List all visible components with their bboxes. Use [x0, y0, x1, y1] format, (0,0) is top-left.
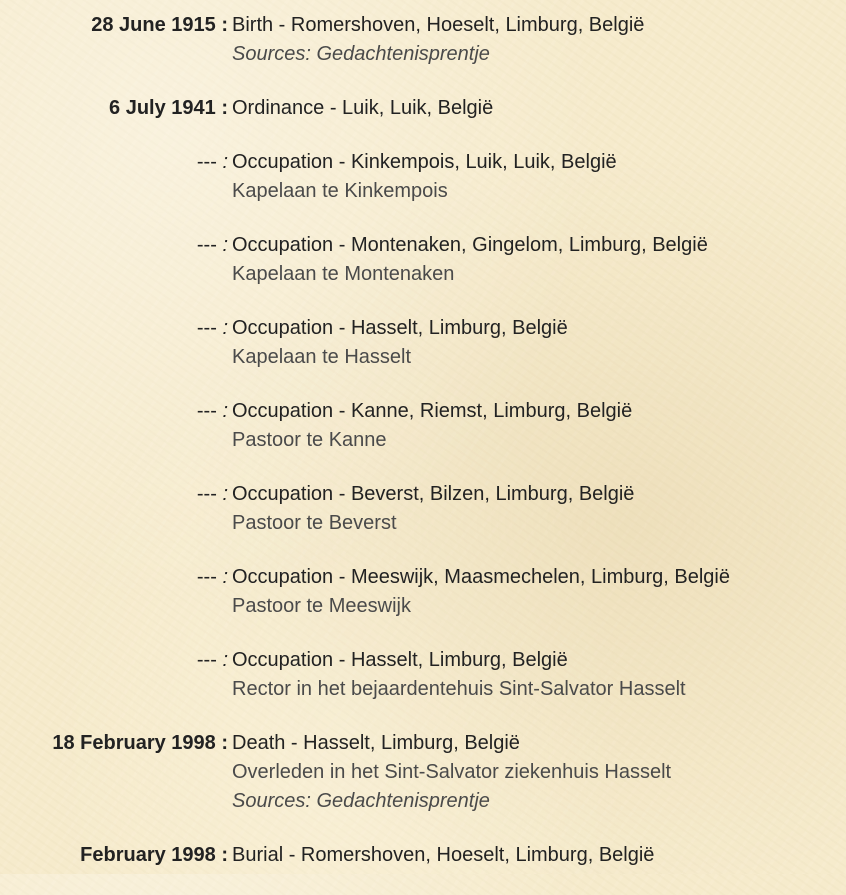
event-note: Kapelaan te Montenaken — [232, 263, 455, 285]
event-date-text: 6 July 1941 — [109, 97, 216, 119]
event-occupation — [0, 148, 846, 206]
event-description: Occupation - Kinkempois, Luik, Luik, België — [232, 151, 617, 173]
event-date — [0, 11, 228, 69]
event-date-separator: : — [222, 234, 228, 256]
event-occupation — [0, 314, 846, 372]
event-death — [0, 729, 846, 816]
event-details — [228, 11, 846, 69]
event-date — [0, 231, 228, 289]
event-note: Kapelaan te Hasselt — [232, 346, 412, 368]
event-burial — [0, 841, 846, 870]
event-date — [0, 480, 228, 538]
event-description: Occupation - Kanne, Riemst, Limburg, België — [232, 400, 633, 422]
event-date-text: --- — [196, 234, 223, 256]
event-date — [0, 314, 228, 372]
event-date-separator: : — [215, 97, 228, 119]
event-details — [228, 94, 846, 123]
event-description: Ordinance - Luik, Luik, België — [232, 97, 494, 119]
event-date-separator: : — [215, 844, 228, 866]
event-date-separator: : — [215, 14, 228, 36]
event-ordinance — [0, 94, 846, 123]
event-date — [0, 397, 228, 455]
event-occupation — [0, 480, 846, 538]
event-date-separator: : — [222, 400, 228, 422]
event-date-text: --- — [196, 649, 223, 671]
event-note: Rector in het bejaardentehuis Sint-Salvator Hasselt — [232, 678, 686, 700]
event-sources: Sources: Gedachtenisprentje — [232, 43, 490, 65]
event-occupation — [0, 646, 846, 704]
event-date — [0, 841, 228, 870]
event-details — [228, 148, 846, 206]
event-date — [0, 94, 228, 123]
event-occupation — [0, 563, 846, 621]
event-details — [228, 397, 846, 455]
event-date-text: --- — [196, 483, 223, 505]
event-description: Death - Hasselt, Limburg, België — [232, 732, 520, 754]
event-details — [228, 841, 846, 870]
event-note: Pastoor te Meeswijk — [232, 595, 411, 617]
event-description: Occupation - Beverst, Bilzen, Limburg, België — [232, 483, 635, 505]
event-description: Occupation - Hasselt, Limburg, België — [232, 649, 568, 671]
event-occupation — [0, 397, 846, 455]
event-details — [228, 480, 846, 538]
event-date — [0, 729, 228, 816]
event-date-text: --- — [196, 317, 223, 339]
event-date-text: --- — [196, 400, 223, 422]
event-date-text: 18 February 1998 — [52, 732, 216, 754]
event-sources: Sources: Gedachtenisprentje — [232, 790, 490, 812]
event-details — [228, 231, 846, 289]
event-details — [228, 563, 846, 621]
event-date-text: --- — [196, 566, 223, 588]
event-date-separator: : — [222, 317, 228, 339]
event-date-text: February 1998 — [80, 844, 216, 866]
event-occupation — [0, 231, 846, 289]
event-date — [0, 148, 228, 206]
event-date-text: 28 June 1915 — [91, 14, 216, 36]
event-date-text: --- — [196, 151, 223, 173]
life-events-timeline — [0, 11, 846, 895]
event-date — [0, 563, 228, 621]
event-note: Pastoor te Beverst — [232, 512, 397, 534]
event-description: Occupation - Hasselt, Limburg, België — [232, 317, 568, 339]
event-description: Burial - Romershoven, Hoeselt, Limburg, België — [232, 844, 655, 866]
event-details — [228, 314, 846, 372]
event-birth — [0, 11, 846, 69]
event-description: Occupation - Meeswijk, Maasmechelen, Limburg, België — [232, 566, 730, 588]
event-details — [228, 729, 846, 816]
event-note: Pastoor te Kanne — [232, 429, 387, 451]
event-date-separator: : — [222, 566, 228, 588]
event-details — [228, 646, 846, 704]
event-description: Occupation - Montenaken, Gingelom, Limburg, België — [232, 234, 708, 256]
event-date — [0, 646, 228, 704]
event-date-separator: : — [222, 151, 228, 173]
event-date-separator: : — [222, 483, 228, 505]
event-note: Kapelaan te Kinkempois — [232, 180, 448, 202]
event-date-separator: : — [222, 649, 228, 671]
event-note: Overleden in het Sint-Salvator ziekenhuis Hasselt — [232, 761, 672, 783]
event-description: Birth - Romershoven, Hoeselt, Limburg, België — [232, 14, 645, 36]
event-date-separator: : — [215, 732, 228, 754]
